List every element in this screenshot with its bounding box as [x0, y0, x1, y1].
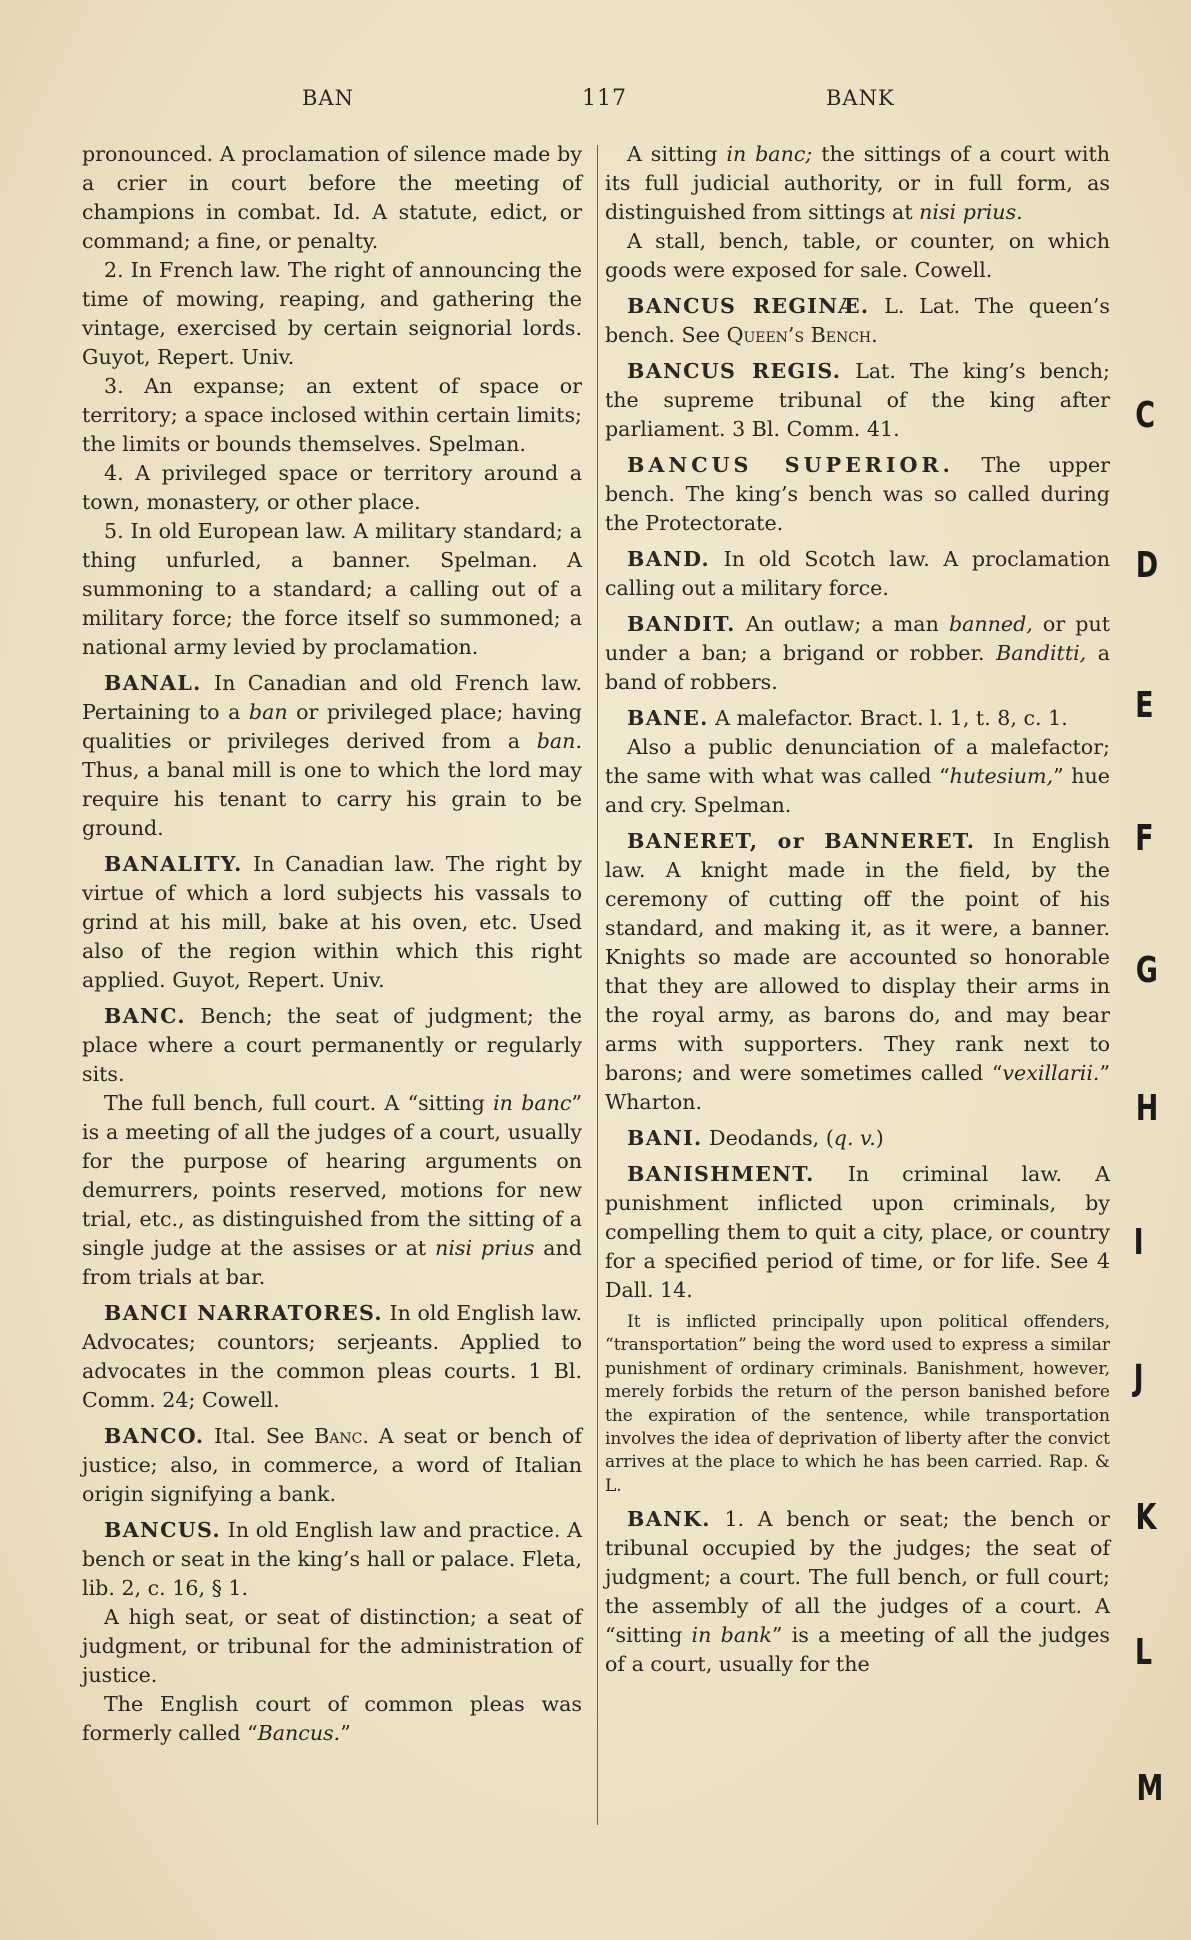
- entry-text: the sittings of a court with its full judicial authority, or in full form, as distinguished from sittings at: [605, 142, 1110, 224]
- dictionary-entry: [605, 1160, 1110, 1305]
- italic-term: vexillarii.: [1002, 1061, 1100, 1085]
- entry-text: ): [875, 1126, 884, 1150]
- dictionary-entry: [82, 1516, 582, 1603]
- dictionary-entry: [605, 1505, 1110, 1679]
- dictionary-entry: [82, 1002, 582, 1089]
- entry-text: In Canadian law. The right by virtue of which a lord subjects his vassals to grind at his mill, bake at his oven, etc. Used also of the region within which this right applied. Guyot, Repert. Univ.: [82, 852, 582, 992]
- headword: BANCUS REGINÆ.: [627, 294, 870, 318]
- thumb-index-letter[interactable]: G: [1135, 950, 1158, 991]
- entry-paragraph: [605, 227, 1110, 285]
- thumb-index-letter[interactable]: L: [1134, 1632, 1153, 1673]
- entry-text: ” Wharton.: [605, 1061, 1110, 1114]
- headword: BANCUS.: [104, 1518, 221, 1542]
- dictionary-entry: [82, 850, 582, 995]
- entry-text: In old Scotch law. A proclamation calling out a military force.: [605, 547, 1110, 600]
- entry-text: ” hue and cry. Spelman.: [605, 764, 1110, 817]
- entry-text: or put under a ban; a brigand or robber.: [605, 612, 1110, 665]
- page-number: 117: [582, 86, 627, 111]
- entry-text: 4. A privileged space or territory around a town, monastery, or other place.: [82, 461, 582, 514]
- entry-text: In Canadian and old French law. Pertaining to a: [82, 671, 582, 724]
- entry-text: The upper bench. The king’s bench was so called during the Protectorate.: [605, 453, 1110, 535]
- entry-text: A seat or bench of justice; also, in commerce, a word of Italian origin signifying a bank.: [82, 1424, 582, 1506]
- entry-text: It is inflicted principally upon political offenders, “transportation” being the word used to express a similar punishment of ordinary criminals. Banishment, however, merely forbids the return of the person banished before the expiration of the sentence, while transportation involves the idea of deprivation of liberty after the convict arrives at the place to which he has been carried. Rap. & L.: [605, 1312, 1110, 1496]
- dictionary-entry: [605, 545, 1110, 603]
- headword: BAND.: [627, 547, 711, 571]
- dictionary-entry: [605, 292, 1110, 350]
- thumb-index-letter[interactable]: J: [1133, 1358, 1144, 1399]
- entry-text: 2. In French law. The right of announcing the time of mowing, reaping, and gathering the vintage, exercised by certain seignorial lords. Guyot, Repert. Univ.: [82, 258, 582, 369]
- headword: BANISHMENT.: [627, 1162, 815, 1186]
- column-divider: [597, 145, 598, 1825]
- italic-term: in banc: [493, 1091, 572, 1115]
- italic-term: in banc;: [726, 142, 813, 166]
- entry-paragraph: [605, 140, 1110, 227]
- entry-text: The full bench, full court. A “sitting: [104, 1091, 494, 1115]
- cross-reference: Queen’s Bench.: [726, 323, 878, 347]
- headword: BANCO.: [104, 1424, 205, 1448]
- italic-term: Bancus.: [257, 1721, 341, 1745]
- entry-paragraph: [82, 140, 582, 256]
- entry-paragraph: [82, 1603, 582, 1690]
- entry-text: In English law. A knight made in the field, by the ceremony of cutting off the point of his standard, and making it, as it were, a banner. Knights so made are accounted so honorable that they are allowed to display their arms in the royal army, as barons do, and may bear arms with supporters. They rank next to barons; and were sometimes called “: [605, 829, 1110, 1085]
- headword: BANAL.: [104, 671, 202, 695]
- dictionary-entry: [605, 610, 1110, 697]
- headword: BANK.: [627, 1507, 711, 1532]
- headword: BANCUS REGIS.: [627, 359, 842, 383]
- entry-paragraph: [82, 517, 582, 662]
- headword: BANI.: [627, 1126, 703, 1150]
- cross-reference: Banc.: [314, 1424, 369, 1448]
- italic-term: ban.: [536, 729, 582, 753]
- entry-paragraph: [82, 1690, 582, 1748]
- dictionary-entry: [605, 704, 1110, 733]
- entry-text: and from trials at bar.: [82, 1236, 582, 1289]
- dictionary-entry: [605, 451, 1110, 538]
- entry-text: a band of robbers.: [605, 641, 1111, 694]
- entry-text: A stall, bench, table, or counter, on which goods were exposed for sale. Cowell.: [605, 229, 1110, 282]
- entry-text: A malefactor. Bract. l. 1, t. 8, c. 1.: [708, 706, 1068, 730]
- entry-text: Ital. See: [204, 1424, 315, 1448]
- italic-term: q. v.: [833, 1126, 876, 1150]
- italic-term: banned,: [948, 612, 1033, 636]
- entry-text: 3. An expanse; an extent of space or territory; a space inclosed within certain limits; the limits or bounds themselves. Spelman.: [82, 374, 582, 456]
- entry-text: 5. In old European law. A military standard; a thing unfurled, a banner. Spelman. A summoning to a standard; a calling out of a military force; the force itself so summoned; a national army levied by proclamation.: [82, 519, 582, 659]
- italic-term: nisi prius.: [919, 200, 1023, 224]
- entry-note: [605, 1311, 1110, 1498]
- headword: BANERET, or BANNERET.: [627, 829, 976, 853]
- thumb-index-letter[interactable]: C: [1135, 395, 1156, 436]
- dictionary-entry: [605, 1124, 1110, 1153]
- entry-text: In old English law and practice. A bench or seat in the king’s hall or palace. Fleta, lib. 2, c. 16, § 1.: [82, 1518, 582, 1600]
- headword: BANCUS SUPERIOR.: [627, 453, 954, 477]
- entry-text: 1. A bench or seat; the bench or tribunal occupied by the judges; the seat of judgment; a court. The full bench, or full court; the assembly of all the judges of a court. A “sitting: [605, 1507, 1110, 1648]
- italic-term: in bank: [691, 1623, 772, 1648]
- entry-text: ”: [340, 1721, 351, 1745]
- dictionary-entry: [82, 1422, 582, 1509]
- italic-term: ban: [248, 700, 288, 724]
- entry-text: A high seat, or seat of distinction; a seat of judgment, or tribunal for the administration of justice.: [82, 1605, 582, 1687]
- entry-text: An outlaw; a man: [735, 612, 949, 636]
- entry-text: In criminal law. A punishment inflicted upon criminals, by compelling them to quit a city, place, or country for a specified period of time, or for life. See 4 Dall. 14.: [605, 1162, 1110, 1302]
- thumb-index-letter[interactable]: D: [1135, 545, 1159, 586]
- entry-paragraph: [82, 1089, 582, 1292]
- left-column: [82, 140, 582, 1748]
- italic-term: hutesium,: [949, 764, 1054, 788]
- thumb-index-letter[interactable]: H: [1135, 1088, 1159, 1129]
- entry-text: Bench; the seat of judgment; the place where a court permanently or regularly sits.: [82, 1004, 582, 1086]
- entry-paragraph: [82, 372, 582, 459]
- entry-paragraph: [82, 256, 582, 372]
- entry-text: A sitting: [627, 142, 727, 166]
- entry-text: L. Lat. The queen’s bench. See: [605, 294, 1110, 347]
- entry-text: or privileged place; having qualities or privileges derived from a: [82, 700, 582, 753]
- entry-text: Lat. The king’s bench; the supreme tribunal of the king after parliament. 3 Bl. Comm. 41.: [605, 359, 1110, 441]
- headword: BANE.: [627, 706, 709, 730]
- thumb-index-letter[interactable]: F: [1135, 818, 1154, 859]
- right-column: [605, 140, 1110, 1679]
- headword: BANALITY.: [104, 852, 243, 876]
- thumb-index-letter[interactable]: K: [1135, 1497, 1157, 1538]
- entry-text: In old English law. Advocates; countors; serjeants. Applied to advocates in the common pleas courts. 1 Bl. Comm. 24; Cowell.: [82, 1301, 582, 1412]
- headword: BANDIT.: [627, 612, 736, 636]
- dictionary-entry: [605, 357, 1110, 444]
- italic-term: nisi prius: [435, 1236, 535, 1260]
- headword: BANCI NARRATORES.: [104, 1301, 383, 1325]
- entry-text: The English court of common pleas was formerly called “: [82, 1692, 582, 1745]
- thumb-index-letter[interactable]: I: [1133, 1222, 1144, 1263]
- dictionary-entry: [605, 827, 1110, 1117]
- headword: BANC.: [104, 1004, 186, 1028]
- dictionary-entry: [82, 669, 582, 843]
- running-head-right: BANK: [826, 86, 895, 110]
- entry-paragraph: [605, 733, 1110, 820]
- entry-text: ” is a meeting of all the judges of a court, usually for the: [605, 1623, 1110, 1677]
- entry-text: Deodands, (: [702, 1126, 834, 1150]
- entry-text: Also a public denunciation of a malefactor; the same with what was called “: [605, 735, 1110, 788]
- thumb-index-letter[interactable]: E: [1135, 685, 1154, 726]
- thumb-index-letter[interactable]: M: [1136, 1768, 1164, 1809]
- running-head-left: BAN: [302, 86, 354, 110]
- dictionary-entry: [82, 1299, 582, 1415]
- entry-text: ” is a meeting of all the judges of a court, usually for the purpose of hearing arguments on demurrers, points reserved, motions for new trial, etc., as distinguished from the sitting of a single judge at the assises or at: [82, 1091, 582, 1260]
- entry-text: pronounced. A proclamation of silence made by a crier in court before the meeting of champions in combat. Id. A statute, edict, or command; a fine, or penalty.: [82, 142, 582, 253]
- italic-term: Banditti,: [996, 641, 1087, 665]
- entry-text: Thus, a banal mill is one to which the lord may require his tenant to carry his grain to be ground.: [82, 758, 582, 840]
- entry-paragraph: [82, 459, 582, 517]
